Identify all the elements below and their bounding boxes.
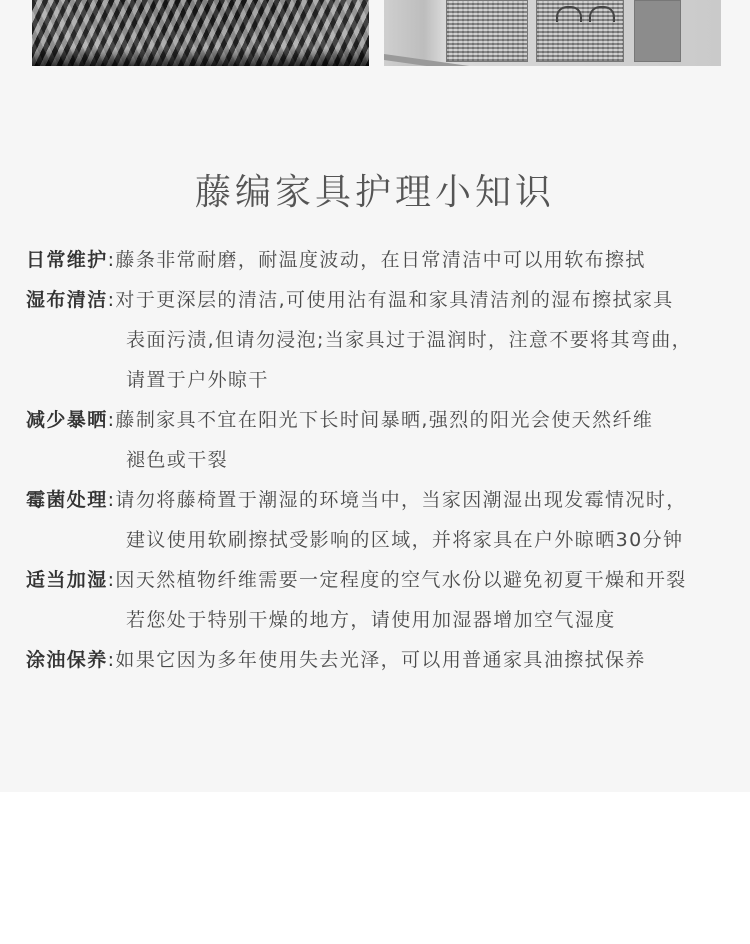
tip-label: 适当加湿: [26, 569, 108, 591]
tip-text: 褪色或干裂: [126, 449, 229, 471]
tip-text: 对于更深层的清洁,可使用沾有温和家具清洁剂的湿布擦拭家具: [115, 289, 674, 311]
tip-separator: :: [107, 569, 116, 591]
page-title: 藤编家具护理小知识: [194, 172, 555, 214]
tip-text: 如果它因为多年使用失去光泽，可以用普通家具油擦拭保养: [115, 649, 646, 671]
tip-item: [26, 400, 746, 480]
tip-text: 若您处于特别干燥的地方，请使用加湿器增加空气湿度: [126, 609, 616, 631]
care-tips-list: [26, 240, 746, 680]
tip-text: 请置于户外晾干: [126, 369, 269, 391]
tip-separator: :: [107, 409, 116, 431]
tip-label: 涂油保养: [26, 649, 108, 671]
tip-separator: :: [107, 649, 116, 671]
tip-label: 日常维护: [26, 249, 108, 271]
tip-separator: :: [107, 489, 116, 511]
basket-handle: [556, 6, 582, 22]
shelf-baskets-photo: [384, 0, 721, 66]
tip-label: 霉菌处理: [26, 489, 108, 511]
tip-label: 减少暴晒: [26, 409, 108, 431]
basket-image: [446, 0, 528, 62]
tip-text: 表面污渍,但请勿浸泡;当家具过于温润时，注意不要将其弯曲，: [126, 329, 693, 351]
tip-text: 藤条非常耐磨，耐温度波动，在日常清洁中可以用软布擦拭: [115, 249, 646, 271]
tip-separator: :: [107, 249, 116, 271]
tip-item: [26, 480, 746, 560]
tip-item: [26, 280, 746, 400]
tip-item: [26, 560, 746, 640]
tip-text: 建议使用软刷擦拭受影响的区域，并将家具在户外晾晒30分钟: [126, 529, 684, 551]
tip-text: 请勿将藤椅置于潮湿的环境当中，当家因潮湿出现发霉情况时，: [115, 489, 687, 511]
tip-item: [26, 640, 746, 680]
tip-separator: :: [107, 289, 116, 311]
tip-text: 藤制家具不宜在阳光下长时间暴晒,强烈的阳光会使天然纤维: [115, 409, 654, 431]
tip-label: 湿布清洁: [26, 289, 108, 311]
tip-item: [26, 240, 746, 280]
basket-handle: [589, 6, 615, 22]
wicker-basket-photo: [32, 0, 369, 66]
tip-text: 因天然植物纤维需要一定程度的空气水份以避免初夏干燥和开裂: [115, 569, 687, 591]
basket-image: [634, 0, 681, 62]
